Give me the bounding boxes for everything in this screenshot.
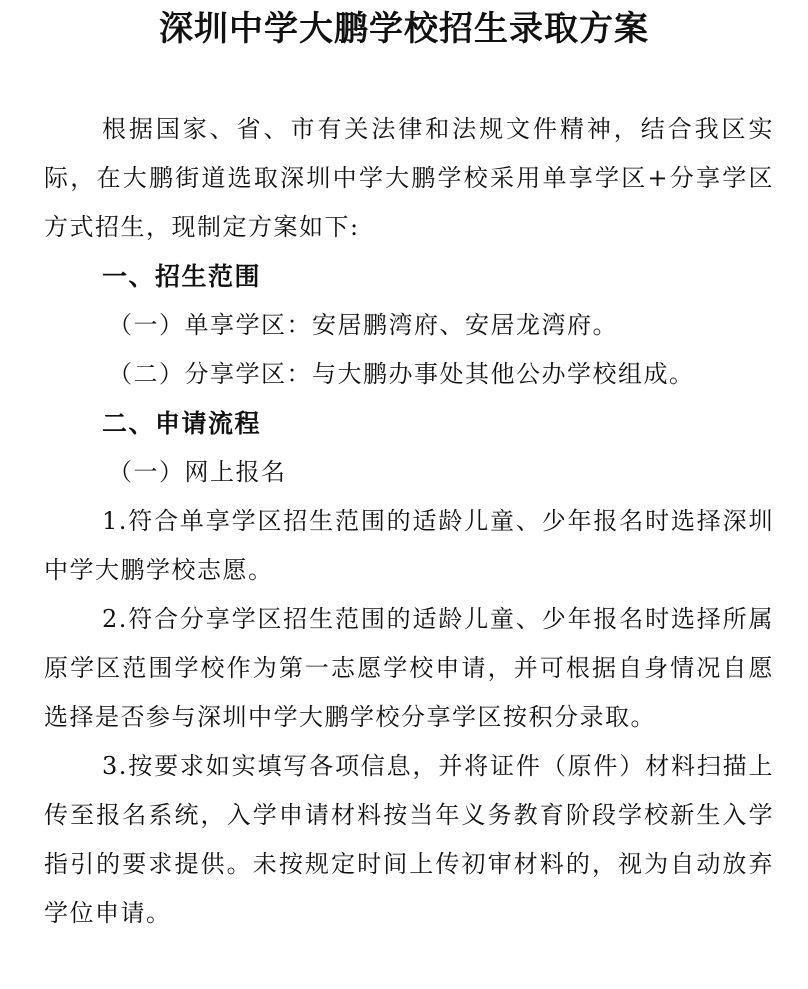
document-title: 深圳中学大鹏学校招生录取方案: [159, 9, 649, 49]
document-body: [44, 105, 774, 938]
process-paragraph-2: 2.符合分享学区招生范围的适龄儿童、少年报名时选择所属原学区范围学校作为第一志愿学校申请，并可根据自身情况自愿选择是否参与深圳中学大鹏学校分享学区按积分录取。: [44, 605, 774, 731]
process-paragraph-3: 3.按要求如实填写各项信息，并将证件（原件）材料扫描上传至报名系统，入学申请材料按当年义务教育阶段学校新生入学指引的要求提供。未按规定时间上传初审材料的，视为自动放弃学位申请。: [44, 752, 774, 927]
item-shared-district: （二）分享学区：与大鹏办事处其他公办学校组成。: [108, 360, 695, 388]
section-heading-application-process: 二、申请流程: [102, 409, 262, 438]
subheading-online-registration: （一）网上报名: [108, 458, 287, 486]
process-paragraph-1: 1.符合单享学区招生范围的适龄儿童、少年报名时选择深圳中学大鹏学校志愿。: [44, 507, 774, 584]
item-single-district: （一）单享学区：安居鹏湾府、安居龙湾府。: [108, 311, 618, 339]
intro-paragraph: 根据国家、省、市有关法律和法规文件精神，结合我区实际，在大鹏街道选取深圳中学大鹏学校采用单享学区+分享学区方式招生，现制定方案如下:: [44, 115, 774, 241]
section-heading-enrollment-scope: 一、招生范围: [102, 262, 262, 291]
